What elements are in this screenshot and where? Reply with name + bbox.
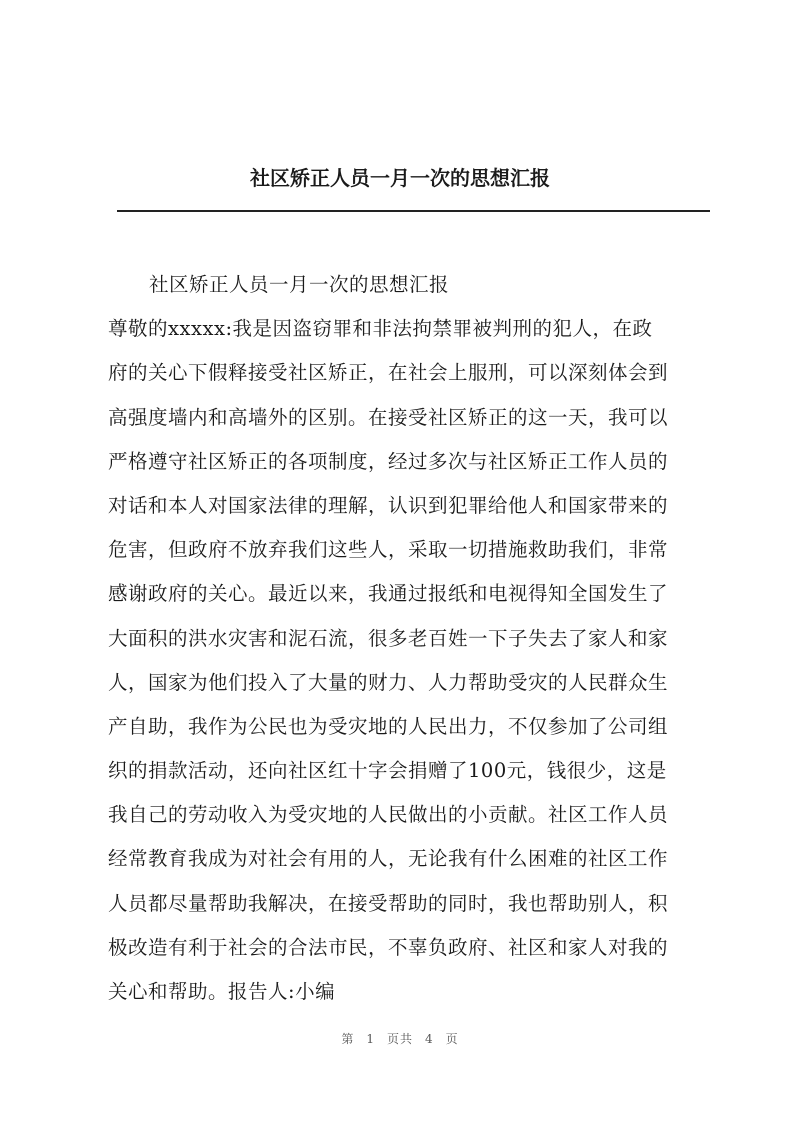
body-line: 人，国家为他们投入了大量的财力、人力帮助受灾的人民群众生 [108, 670, 669, 694]
body-line: 我自己的劳动收入为受灾地的人民做出的小贡献。社区工作人员 [108, 803, 669, 827]
body-line: 高强度墙内和高墙外的区别。在接受社区矫正的这一天，我可以 [108, 405, 669, 429]
body-line: 尊敬的xxxxx:我是因盗窃罪和非法拘禁罪被判刑的犯人，在政 [108, 317, 653, 341]
body-line: 织的捐款活动，还向社区红十字会捐赠了100元，钱很少，这是 [108, 759, 667, 783]
total-pages: 4 [425, 1032, 434, 1046]
body-line: 府的关心下假释接受社区矫正，在社会上服刑，可以深刻体会到 [108, 361, 669, 385]
body-line: 经常教育我成为对社会有用的人，无论我有什么困难的社区工作 [108, 847, 669, 871]
document-title: 社区矫正人员一月一次的思想汇报 [250, 166, 550, 190]
body-line: 人员都尽量帮助我解决，在接受帮助的同时，我也帮助别人，积 [108, 891, 669, 915]
body-line: 产自助，我作为公民也为受灾地的人民出力，不仅参加了公司组 [108, 714, 669, 738]
page-footer [0, 1030, 800, 1047]
body-line-signature: 关心和帮助。报告人:小编 [108, 980, 336, 1003]
body-line: 感谢政府的关心。最近以来，我通过报纸和电视得知全国发生了 [108, 582, 669, 606]
page-suffix: 页 [445, 1032, 459, 1046]
document-body [108, 263, 712, 1014]
body-line: 对话和本人对国家法律的理解，认识到犯罪给他人和国家带来的 [108, 493, 669, 517]
page-number: 1 [366, 1032, 375, 1046]
body-line: 危害，但政府不放弃我们这些人，采取一切措施救助我们，非常 [108, 538, 669, 562]
body-line: 大面积的洪水灾害和泥石流，很多老百姓一下子失去了家人和家 [108, 626, 669, 650]
body-line: 严格遵守社区矫正的各项制度，经过多次与社区矫正工作人员的 [108, 449, 669, 473]
body-line: 极改造有利于社会的合法市民，不辜负政府、社区和家人对我的 [108, 935, 669, 959]
body-subtitle-line: 社区矫正人员一月一次的思想汇报 [149, 273, 450, 296]
title-divider [117, 210, 710, 212]
page-prefix: 第 [341, 1032, 355, 1046]
page-middle: 页共 [386, 1032, 413, 1046]
